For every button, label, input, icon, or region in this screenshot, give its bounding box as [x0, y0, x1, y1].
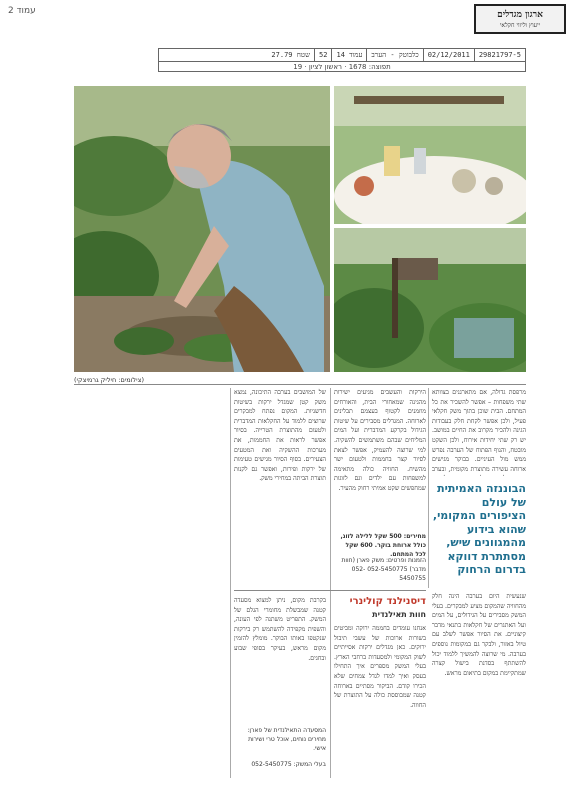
garden-illustration [334, 228, 526, 372]
box-body: אנחנו עומדים בחממה ירוקה ומביטים בשורות ארוכות של עשבי תיבול ירוקים. כאן מגדלים ירקות אסייתיים לשוק המקומי ולמסעדות ברחבי הארץ. בעלי המשק מספרים איך התחילו בעסק ואיך למדו לגדל צמחים שלא הכירו קודם. הביקור מסתיים בארוחה קטנה שמבוססת כולה על התוצרת של החווה. [334, 625, 426, 709]
clipping-id: 29821797-5 [474, 49, 525, 61]
section-divider [74, 384, 526, 385]
page-number: עמוד 2 [8, 6, 36, 16]
clipping-source: כלבוטק - הערב [366, 49, 422, 61]
column-divider [428, 388, 429, 588]
gardener-illustration [74, 86, 330, 372]
clipping-page: עמוד 14 [331, 49, 366, 61]
contact-line: הזמנות ופרטים: משק פארן (חוות מדבר) 052-5450775 052-5450755 [341, 557, 426, 582]
table-illustration [334, 86, 526, 224]
footer-note-left: המסעדה התאילנדית של פארן: מחירים נוחים, אוכל טרי ושירות אישי. [247, 727, 326, 752]
clipping-header [158, 48, 526, 72]
article-column-left-middle: בקרבת מקום, ניתן למצוא מסעדה קטנה שמבשלת מחומרי הגלם של המשק. התפריט משתנה לפי העונה, והשפית מקפידה להשתמש רק בירקות שנקטפו באותו הבוקר. מומלץ להזמין מקום מראש, בעיקר בסופי שבוע ובחגים. [234, 597, 326, 662]
publication-logo [474, 4, 566, 34]
gardener-photo [74, 86, 330, 372]
article-column-left-top: של המושבים בערבה התיכונה, נמצא משק קטן שמגדל ירקות בשיטות חדשניות. המקום נפתח למבקרים שרוצים ללמוד על החקלאות המדברית ולטעום מהתוצרת הטרייה. בסיור אפשר לראות את החממות, את מערכות ההשקיה ואת המטעים הצעירים. בסוף הסיור מגישים טעימות של ירקות ופירות, ואפשר גם לקנות תוצרת הביתה במחירי משק. [234, 389, 326, 483]
box-subtitle: חוות תאילנדית [372, 610, 426, 619]
article-headline: הבוננזה האמיתית של עולם הציפורים המקומי, שהוא בידוע מהמגוונים שיש, מסתתרת דווקא בדרום הרחוק [432, 482, 526, 576]
article-column-right-bottom: שנעשית היום בערבה הינה חלק מהחוויה שהמקום מציע למבקרים. בעלי המשק מסבירים על הגידולים, על המים ועל האתגרים של חקלאות בתנאי מדבר קיצוניים. את הסיור אפשר לשלב עם טיול באזור, ולבקר גם במקומות נוספים בערבה. מי שרוצה להמשיך ללמוד יכול להשתתף בסדנת בישול קצרה שמתקיימת במקום בתיאום מראש. [432, 593, 526, 677]
logo-subtitle: ייעוץ וליווי חקלאי [499, 22, 541, 29]
prices-line: מחירים: 500 שקל ללילה לזוג, כולל ארוחת בוקר. 600 שקל לכל המתחם. [340, 533, 426, 558]
clipping-area: שטח 27.79 [271, 51, 311, 59]
box-divider [234, 590, 426, 591]
clipping-header-row [159, 49, 525, 62]
article-column-middle-top: הירקות והעשבים מגיעים ישירות מהגינה שמאחורי הבית, והאורחים מוזמנים לקטוף בעצמם תבלינים לארוחה. המגדלים מסבירים על שיטות הגידול בקרקע המדברית ועל המים המליחים שבהם משתמשים להשקיה. למי שרוצה להעמיק, אפשר לצאת לסיור קצר בחממות ולטעום ישר מהשיח. החוויה כולה מתאימה למשפחות עם ילדים וגם לזוגות שמחפשים שקט אמיתי רחוק מהעיר. [334, 389, 426, 492]
column-divider [230, 388, 231, 778]
logo-title: ארגון מגדלים [497, 10, 543, 20]
article-column-right-top: מרפסת גדולה, אם מתארגנים בצוותא שתי משפחות – אפשר להשכיר את כל המתחם. הבית שוכן בתוך משק חקלאי פעיל, ולכן אפשר לקחת חלק בעבודות הגינה ולהכיר מקרוב את החיים במושב. יש רק שתי יחידות אירוח, ולכן השקט מובטח, והנוף הפתוח של הערבה נפרש ממש מול העיניים. בבוקר מגישים ארוחה עשירה מתוצרת מקומית, ובערב [432, 389, 526, 473]
column-divider [330, 388, 331, 778]
clipping-circulation: תפוצה: 1678 · ראשון לציון · 19 [293, 63, 391, 71]
box-title: דיסנילנד קולינרי [349, 596, 426, 607]
photo-credit: (צילומים: חיליק גרמיצקי) [74, 376, 144, 384]
garden-sign-photo [334, 228, 526, 372]
clipping-count: 52 [314, 49, 331, 61]
footer-note-middle: בעלי המשק: 052-5450775 [251, 761, 326, 768]
table-setting-photo [334, 86, 526, 224]
clipping-date: 02/12/2011 [423, 49, 474, 61]
